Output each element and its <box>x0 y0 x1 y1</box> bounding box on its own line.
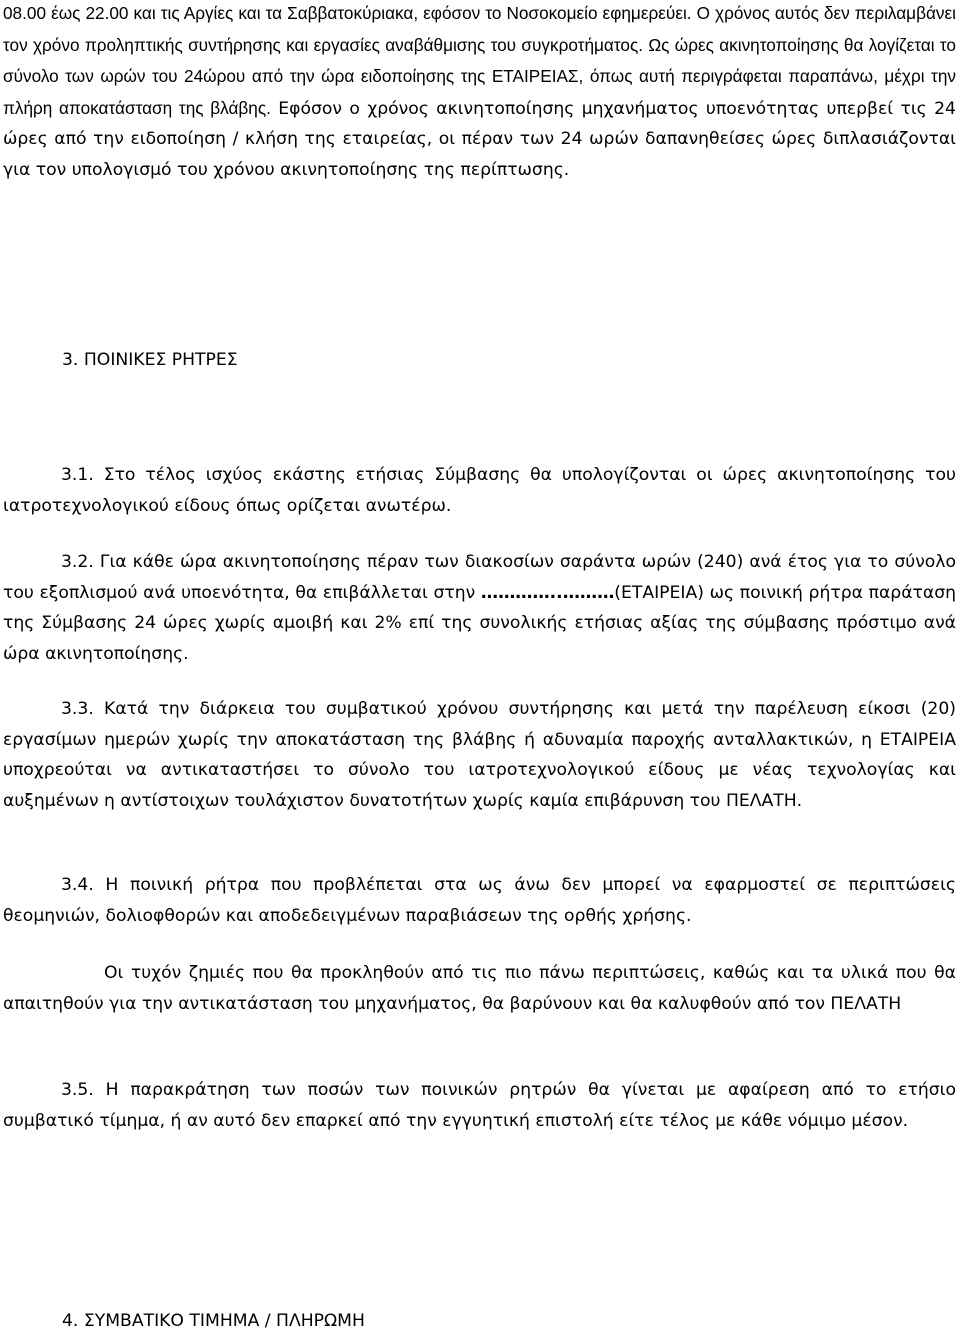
paragraph-3-3: 3.3. Κατά την διάρκεια του συμβατικού χρόνου συντήρησης και μετά την παρέλευση είκοσι (20) εργασίμων ημερών χωρίς την αποκατάσταση της βλάβης ή αδυναμία παροχής ανταλλακτικών, η ΕΤΑΙΡΕΙΑ υποχρεούται να αντικαταστήσει το σύνολο του ιατροτεχνολογικού είδους με νέας τεχνολογίας και αυξημένων η αντίστοιχων τουλάχιστον δυνατοτήτων χωρίς καμία επιβάρυνση του ΠΕΛΑΤΗ. <box>3 699 956 811</box>
paragraph-3-2-after: (ΕΤΑΙΡΕΙΑ) ως ποινική ρήτρα παράταση της Σύμβασης 24 ώρες χωρίς αμοιβή και 2% επί της συνολικής ετήσιας αξίας της σύμβασης πρόστιμο ανά ώρα ακινητοποίησης. <box>3 582 956 664</box>
section-4-heading: 4. ΣΥΜΒΑΤΙΚΟ ΤΙΜΗΜΑ / ΠΛΗΡΩΜΗ <box>62 1311 365 1331</box>
paragraph-3-2-before: 3.2. Για κάθε ώρα ακινητοποίησης πέραν των διακοσίων σαράντα ωρών (240) ανά έτος για το σύνολο του εξοπλισμού ανά υποενότητα, θα επιβάλλεται στην <box>3 552 956 603</box>
paragraph-intro <box>3 0 956 186</box>
intro-text-part2: Εφόσον ο χρόνος ακινητοποίησης μηχανήματος υποενότητας υπερβεί τις 24 ώρες από την ειδοποίηση / κλήση της εταιρείας, οι πέραν των 24 ωρών δαπανηθείσες ώρες διπλασιάζονται για τον υπολογισμό του χρόνου ακινητοποίησης της περίπτωσης. <box>3 98 956 180</box>
paragraph-damages: Οι τυχόν ζημιές που θα προκληθούν από τις πιο πάνω περιπτώσεις, καθώς και τα υλικά που θα απαιτηθούν για την αντικατάσταση του μηχανήματος, θα βαρύνουν και θα καλυφθούν από τον ΠΕΛΑΤΗ <box>3 963 956 1014</box>
paragraph-3-4: 3.4. Η ποινική ρήτρα που προβλέπεται στα ως άνω δεν μπορεί να εφαρμοστεί σε περιπτώσεις θεομηνιών, δολιοφθορών και αποδεδειγμένων παραβιάσεων της ορθής χρήσης. <box>3 875 956 926</box>
intro-text-part1: 08.00 έως 22.00 και τις Αργίες και τα Σαββατοκύριακα, εφόσον το Νοσοκομείο εφημερεύει. Ο χρόνος αυτός δεν περιλαμβάνει τον χρόνο προληπτικής συντήρησης και εργασίες αναβάθμισης του συγκροτήματος. Ως ώρες ακινητοποίησης θα λογίζεται το σύνολο των ωρών του 24ώρου από την ώρα ειδοποίησης της ΕΤΑΙΡΕΙΑΣ, όπως αυτή περιγράφεται παραπάνω, μέχρι την πλήρη αποκατάσταση της βλάβης. <box>3 3 956 118</box>
blank-fill-dots: …………..……… <box>480 582 615 603</box>
paragraph-3-1: 3.1. Στο τέλος ισχύος εκάστης ετήσιας Σύμβασης θα υπολογίζονται οι ώρες ακινητοποίησης του ιατροτεχνολογικού είδους όπως ορίζεται ανωτέρω. <box>3 465 956 516</box>
paragraph-3-2 <box>3 547 956 669</box>
section-3-heading: 3. ΠΟΙΝΙΚΕΣ ΡΗΤΡΕΣ <box>62 350 238 370</box>
paragraph-3-5: 3.5. Η παρακράτηση των ποσών των ποινικών ρητρών θα γίνεται με αφαίρεση από το ετήσιο συμβατικό τίμημα, ή αν αυτό δεν επαρκεί από την εγγυητική επιστολή είτε τέλος με κάθε νόμιμο μέσον. <box>3 1080 956 1131</box>
